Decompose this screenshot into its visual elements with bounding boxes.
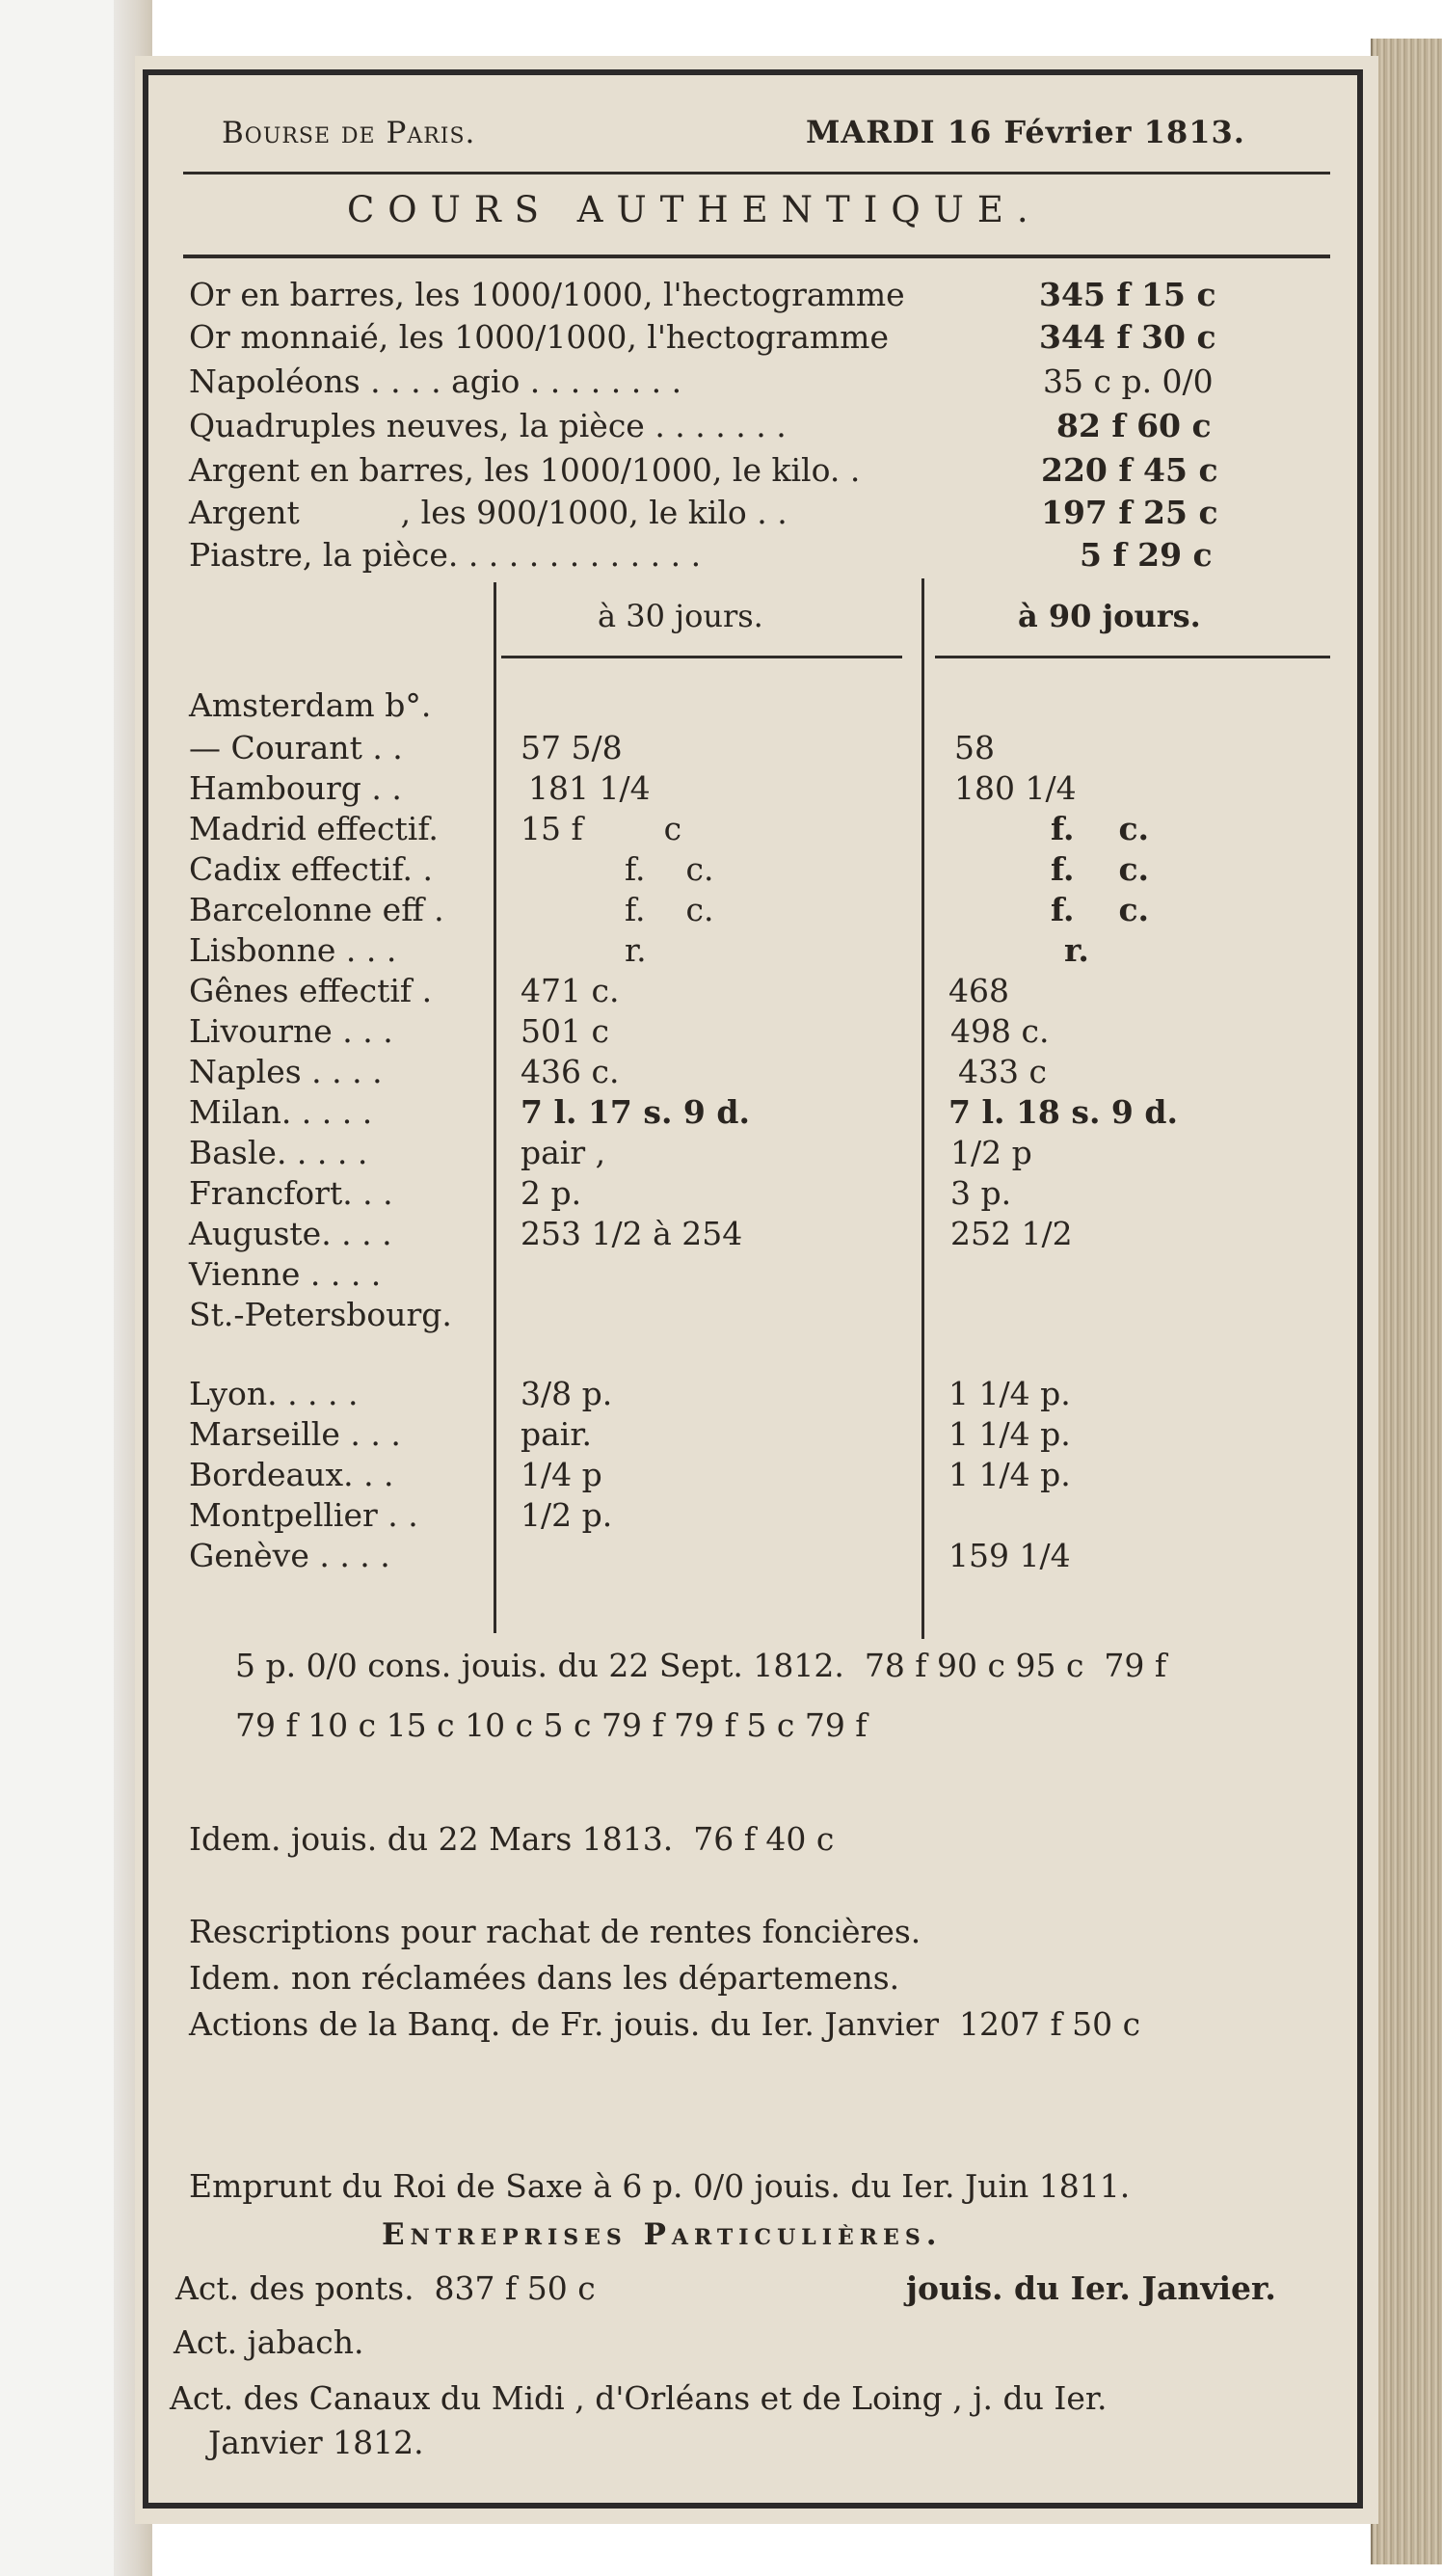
place-name: Marseille . . . [189, 1415, 401, 1453]
rate-30: 2 p. [521, 1174, 582, 1212]
rate-90: 180 1/4 [954, 769, 1077, 807]
rate-30: f. c. [625, 891, 714, 928]
column-rule-30 [501, 656, 902, 658]
column-divider [494, 582, 496, 1633]
rate-90: 1 1/4 p. [948, 1456, 1071, 1493]
place-name: Lyon. . . . . [189, 1375, 359, 1412]
rate-90: 159 1/4 [948, 1537, 1071, 1574]
rate-90: 498 c. [950, 1012, 1050, 1050]
column-header-90-days: à 90 jours. [1018, 598, 1201, 634]
page-edges [1371, 39, 1442, 2564]
place-name: Genève . . . . [189, 1537, 390, 1574]
rate-30: 181 1/4 [528, 769, 651, 807]
price-value: 197 f 25 c [1041, 494, 1218, 531]
rate-90: 433 c [958, 1053, 1047, 1090]
rate-30: 253 1/2 à 254 [521, 1215, 743, 1252]
rate-90: r. [1064, 931, 1089, 969]
rate-90: f. c. [1051, 850, 1150, 888]
price-label: Napoléons . . . . agio . . . . . . . . [189, 362, 682, 400]
place-name: Basle. . . . . [189, 1134, 368, 1171]
price-value: 35 c p. 0/0 [1043, 362, 1214, 400]
place-name: Hambourg . . [189, 769, 402, 807]
place-name: — Courant . . [189, 729, 403, 766]
place-name: Amsterdam b°. [189, 686, 432, 724]
column-divider [921, 578, 924, 1639]
rate-90: 1 1/4 p. [948, 1375, 1071, 1412]
rate-90: 468 [948, 972, 1009, 1009]
place-name: Livourne . . . [189, 1012, 393, 1050]
place-name: Cadix effectif. . [189, 850, 434, 888]
rentes-line-2: 79 f 10 c 15 c 10 c 5 c 79 f 79 f 5 c 79 f [235, 1706, 868, 1744]
column-rule-90 [935, 656, 1330, 658]
idem-non-reclamees-line: Idem. non réclamées dans les départemens. [189, 1959, 900, 1997]
place-name: Gênes effectif . [189, 972, 433, 1009]
entreprises-heading: Entreprises Particulières. [382, 2217, 943, 2252]
place-name: St.-Petersbourg. [189, 1296, 452, 1333]
rate-90: 58 [954, 729, 995, 766]
place-name: Montpellier . . [189, 1496, 418, 1534]
act-ponts-line: Act. des ponts. 837 f 50 c [175, 2269, 596, 2307]
rate-90: 1 1/4 p. [948, 1415, 1071, 1453]
place-name: Francfort. . . [189, 1174, 393, 1212]
emprunt-line: Emprunt du Roi de Saxe à 6 p. 0/0 jouis. du Ier. Juin 1811. [189, 2167, 1131, 2205]
rescriptions-line: Rescriptions pour rachat de rentes foncières. [189, 1913, 921, 1950]
price-value: 220 f 45 c [1041, 451, 1218, 489]
rate-30: pair , [521, 1134, 606, 1171]
price-label: Piastre, la pièce. . . . . . . . . . . . . [189, 536, 702, 574]
rate-30: 3/8 p. [521, 1375, 613, 1412]
rate-90: 252 1/2 [950, 1215, 1073, 1252]
rate-30: 15 f c [521, 810, 682, 847]
header-right: MARDI 16 Février 1813. [806, 114, 1245, 150]
place-name: Auguste. . . . [189, 1215, 392, 1252]
rate-30: r. [625, 931, 647, 969]
header-left: Bourse de Paris. [222, 116, 476, 150]
place-name: Milan. . . . . [189, 1093, 373, 1131]
actions-banque-line: Actions de la Banq. de Fr. jouis. du Ier. Janvier 1207 f 50 c [189, 2005, 1141, 2043]
place-name: Vienne . . . . [189, 1255, 382, 1293]
rate-30: 57 5/8 [521, 729, 623, 766]
rentes-idem: Idem. jouis. du 22 Mars 1813. 76 f 40 c [189, 1820, 835, 1858]
place-name: Bordeaux. . . [189, 1456, 394, 1493]
rate-90: f. c. [1051, 891, 1150, 928]
price-value: 345 f 15 c [1039, 276, 1216, 313]
place-name: Naples . . . . [189, 1053, 383, 1090]
rate-30: 1/2 p. [521, 1496, 613, 1534]
price-value: 5 f 29 c [1080, 536, 1213, 574]
price-value: 82 f 60 c [1056, 407, 1212, 444]
act-jabach-line: Act. jabach. [174, 2323, 364, 2361]
rate-30: 1/4 p [521, 1456, 602, 1493]
rate-90: 3 p. [950, 1174, 1012, 1212]
rate-90: f. c. [1051, 810, 1150, 847]
title-rule [183, 255, 1330, 258]
rate-90: 1/2 p [950, 1134, 1032, 1171]
price-label: Or en barres, les 1000/1000, l'hectogramme [189, 276, 905, 313]
price-label: Quadruples neuves, la pièce . . . . . . . [189, 407, 787, 444]
rate-30: f. c. [625, 850, 714, 888]
place-name: Barcelonne eff . [189, 891, 444, 928]
scan-margin [0, 0, 123, 2576]
rentes-line-1: 5 p. 0/0 cons. jouis. du 22 Sept. 1812. 78 f 90 c 95 c 79 f [235, 1647, 1167, 1684]
price-label: Argent , les 900/1000, le kilo . . [189, 494, 788, 531]
place-name: Madrid effectif. [189, 810, 439, 847]
place-name: Lisbonne . . . [189, 931, 397, 969]
header-rule [183, 172, 1330, 174]
rate-30: 7 l. 17 s. 9 d. [521, 1093, 750, 1131]
act-canaux-line-2: Janvier 1812. [208, 2424, 424, 2461]
column-header-30-days: à 30 jours. [598, 598, 763, 634]
rate-30: 436 c. [521, 1053, 620, 1090]
price-label: Argent en barres, les 1000/1000, le kilo. . [189, 451, 861, 489]
page-title: COURS AUTHENTIQUE. [347, 189, 1042, 230]
rate-30: pair. [521, 1415, 592, 1453]
act-ponts-jouis: jouis. du Ier. Janvier. [906, 2269, 1276, 2307]
price-label: Or monnaié, les 1000/1000, l'hectogramme [189, 318, 889, 356]
rate-30: 501 c [521, 1012, 609, 1050]
price-value: 344 f 30 c [1039, 318, 1216, 356]
act-canaux-line: Act. des Canaux du Midi , d'Orléans et de Loing , j. du Ier. [170, 2379, 1108, 2417]
rate-90: 7 l. 18 s. 9 d. [948, 1093, 1178, 1131]
rate-30: 471 c. [521, 972, 620, 1009]
